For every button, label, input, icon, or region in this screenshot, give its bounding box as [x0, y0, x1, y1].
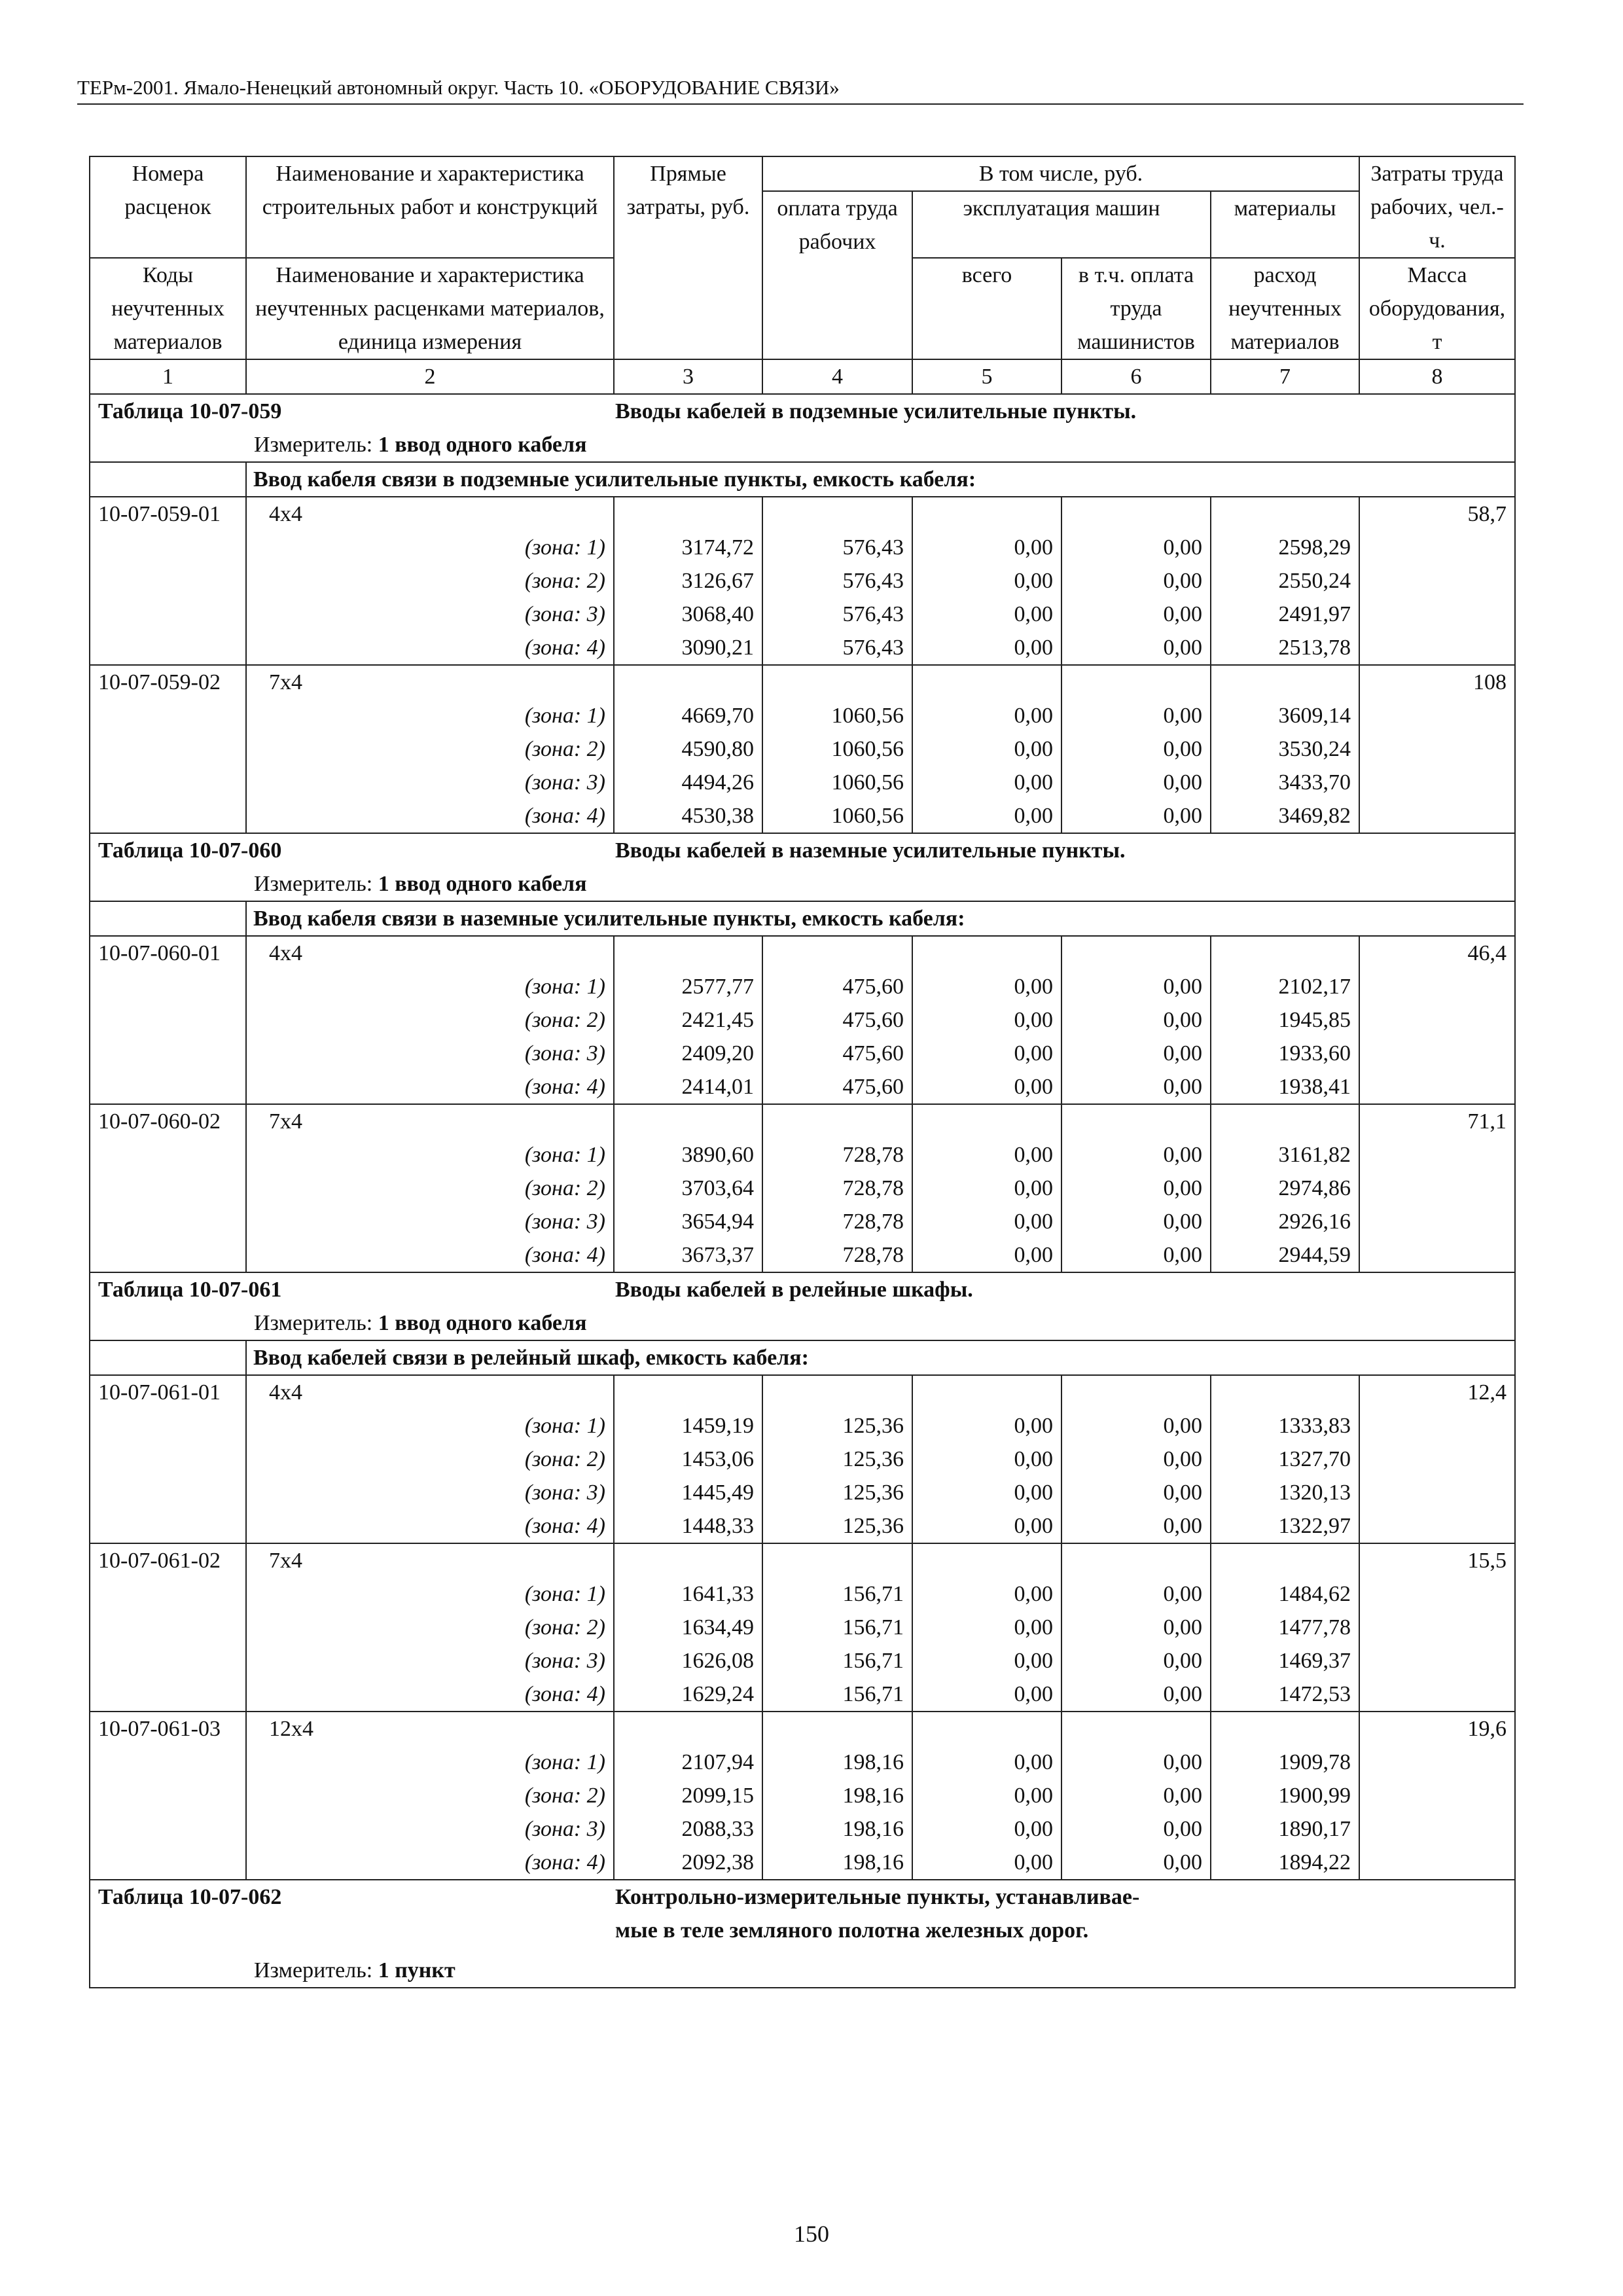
col-machinist-pay: в т.ч. оплата труда машинистов — [1061, 258, 1211, 359]
table-number: Таблица 10-07-062 — [98, 1885, 282, 1909]
zone-label: (зона: 2) — [246, 1172, 614, 1205]
direct-cost: 2409,20 — [614, 1037, 762, 1070]
meter-value: 1 пункт — [378, 1958, 455, 1982]
zone-label: (зона: 2) — [246, 564, 614, 598]
subheader-row — [90, 1340, 1515, 1375]
subheader-row — [90, 462, 1515, 497]
item-name: 7x4 — [246, 1543, 614, 1577]
col-direct-costs: Прямые затраты, руб. — [614, 156, 762, 359]
zone-row — [90, 1409, 1515, 1443]
labor-pay: 156,71 — [762, 1611, 912, 1644]
machinist-pay: 0,00 — [1061, 598, 1211, 631]
direct-cost: 3174,72 — [614, 531, 762, 564]
labor-pay: 198,16 — [762, 1846, 912, 1880]
machinist-pay: 0,00 — [1061, 1611, 1211, 1644]
col-material-codes: Коды неучтенных материалов — [90, 258, 246, 359]
labor-pay: 475,60 — [762, 1070, 912, 1104]
table-title: Вводы кабелей в релейные шкафы. — [615, 1278, 973, 1302]
zone-label: (зона: 1) — [246, 699, 614, 732]
zone-label: (зона: 2) — [246, 732, 614, 766]
zone-row — [90, 1443, 1515, 1476]
machines-total: 0,00 — [912, 1037, 1061, 1070]
table-row — [90, 936, 1515, 970]
zone-label: (зона: 3) — [246, 1205, 614, 1238]
table-row — [90, 497, 1515, 531]
labor-pay: 576,43 — [762, 531, 912, 564]
machines-total: 0,00 — [912, 1238, 1061, 1272]
zone-row — [90, 970, 1515, 1003]
table-title-row — [90, 1272, 1515, 1306]
zone-label: (зона: 3) — [246, 598, 614, 631]
column-numbers-row — [90, 359, 1515, 394]
materials-cost: 1320,13 — [1211, 1476, 1359, 1509]
zone-label: (зона: 1) — [246, 1409, 614, 1443]
materials-cost: 2102,17 — [1211, 970, 1359, 1003]
rate-code: 10-07-059-02 — [90, 665, 246, 699]
direct-cost: 1459,19 — [614, 1409, 762, 1443]
table-title-line: мые в теле земляного полотна железных дорог. — [615, 1918, 1089, 1943]
machinist-pay: 0,00 — [1061, 1238, 1211, 1272]
table-number: Таблица 10-07-059 — [98, 399, 282, 423]
zone-label: (зона: 2) — [246, 1443, 614, 1476]
zone-row — [90, 1644, 1515, 1677]
machines-total: 0,00 — [912, 598, 1061, 631]
item-name: 7x4 — [246, 1104, 614, 1138]
materials-cost: 2944,59 — [1211, 1238, 1359, 1272]
table-row — [90, 665, 1515, 699]
col-materials: материалы — [1211, 191, 1359, 258]
direct-cost: 1453,06 — [614, 1443, 762, 1476]
labor-pay: 728,78 — [762, 1172, 912, 1205]
machines-total: 0,00 — [912, 1846, 1061, 1880]
col-unaccounted-materials: расход неучтенных материалов — [1211, 258, 1359, 359]
materials-cost: 2598,29 — [1211, 531, 1359, 564]
labor-pay: 125,36 — [762, 1509, 912, 1543]
direct-cost: 3126,67 — [614, 564, 762, 598]
machines-total: 0,00 — [912, 1443, 1061, 1476]
direct-cost: 4494,26 — [614, 766, 762, 799]
meter-label: Измеритель: — [254, 872, 373, 896]
item-name: 4x4 — [246, 1375, 614, 1409]
labor-pay: 156,71 — [762, 1644, 912, 1677]
zone-row — [90, 1846, 1515, 1880]
direct-cost: 2421,45 — [614, 1003, 762, 1037]
labor-pay: 475,60 — [762, 970, 912, 1003]
col-material-names: Наименование и характеристика неучтенных расценками материалов, единица измерения — [246, 258, 614, 359]
materials-cost: 2513,78 — [1211, 631, 1359, 665]
materials-cost: 1938,41 — [1211, 1070, 1359, 1104]
page-number: 150 — [794, 2221, 829, 2247]
labor-pay: 156,71 — [762, 1677, 912, 1712]
machines-total: 0,00 — [912, 1070, 1061, 1104]
machinist-pay: 0,00 — [1061, 1070, 1211, 1104]
subheader: Ввод кабелей связи в релейный шкаф, емкость кабеля: — [246, 1340, 1515, 1375]
machines-total: 0,00 — [912, 699, 1061, 732]
zone-row — [90, 1037, 1515, 1070]
zone-label: (зона: 1) — [246, 531, 614, 564]
zone-row — [90, 1812, 1515, 1846]
zone-label: (зона: 4) — [246, 799, 614, 833]
zone-label: (зона: 1) — [246, 1138, 614, 1172]
materials-cost: 3530,24 — [1211, 732, 1359, 766]
col-num: 3 — [614, 359, 762, 394]
zone-row — [90, 699, 1515, 732]
rate-code: 10-07-061-03 — [90, 1712, 246, 1746]
machines-total: 0,00 — [912, 1677, 1061, 1712]
labor-cost: 108 — [1359, 665, 1515, 699]
zone-row — [90, 1205, 1515, 1238]
col-num: 4 — [762, 359, 912, 394]
zone-row — [90, 564, 1515, 598]
labor-pay: 1060,56 — [762, 766, 912, 799]
machinist-pay: 0,00 — [1061, 1172, 1211, 1205]
meter-label: Измеритель: — [254, 1311, 373, 1335]
zone-row — [90, 1476, 1515, 1509]
labor-pay: 198,16 — [762, 1812, 912, 1846]
direct-cost: 1626,08 — [614, 1644, 762, 1677]
direct-cost: 1641,33 — [614, 1577, 762, 1611]
zone-label: (зона: 3) — [246, 1644, 614, 1677]
direct-cost: 2092,38 — [614, 1846, 762, 1880]
direct-cost: 3654,94 — [614, 1205, 762, 1238]
materials-cost: 2550,24 — [1211, 564, 1359, 598]
col-rate-numbers: Номера расценок — [90, 156, 246, 258]
machines-total: 0,00 — [912, 1779, 1061, 1812]
zone-row — [90, 1070, 1515, 1104]
table-row — [90, 1543, 1515, 1577]
materials-cost: 1477,78 — [1211, 1611, 1359, 1644]
materials-cost: 1909,78 — [1211, 1746, 1359, 1779]
col-machines: эксплуатация машин — [912, 191, 1211, 258]
zone-label: (зона: 4) — [246, 1070, 614, 1104]
col-work-name: Наименование и характеристика строительных работ и конструкций — [246, 156, 614, 258]
zone-row — [90, 1677, 1515, 1712]
machinist-pay: 0,00 — [1061, 1779, 1211, 1812]
direct-cost: 3673,37 — [614, 1238, 762, 1272]
machines-total: 0,00 — [912, 1003, 1061, 1037]
materials-cost: 1890,17 — [1211, 1812, 1359, 1846]
machines-total: 0,00 — [912, 1172, 1061, 1205]
zone-label: (зона: 2) — [246, 1611, 614, 1644]
rate-code: 10-07-060-02 — [90, 1104, 246, 1138]
machinist-pay: 0,00 — [1061, 766, 1211, 799]
col-num: 1 — [90, 359, 246, 394]
zone-label: (зона: 4) — [246, 631, 614, 665]
machines-total: 0,00 — [912, 1409, 1061, 1443]
item-name: 12x4 — [246, 1712, 614, 1746]
zone-row — [90, 531, 1515, 564]
materials-cost: 2974,86 — [1211, 1172, 1359, 1205]
zone-label: (зона: 3) — [246, 1812, 614, 1846]
direct-cost: 2099,15 — [614, 1779, 762, 1812]
labor-pay: 1060,56 — [762, 699, 912, 732]
zone-row — [90, 598, 1515, 631]
col-labor-costs: Затраты труда рабочих, чел.-ч. — [1359, 156, 1515, 258]
materials-cost: 1484,62 — [1211, 1577, 1359, 1611]
materials-cost: 1322,97 — [1211, 1509, 1359, 1543]
machines-total: 0,00 — [912, 766, 1061, 799]
meter-row — [90, 1947, 1515, 1988]
machines-total: 0,00 — [912, 1812, 1061, 1846]
machines-total: 0,00 — [912, 1138, 1061, 1172]
labor-pay: 156,71 — [762, 1577, 912, 1611]
col-num: 6 — [1061, 359, 1211, 394]
zone-label: (зона: 1) — [246, 970, 614, 1003]
labor-pay: 198,16 — [762, 1746, 912, 1779]
col-machines-total: всего — [912, 258, 1061, 359]
subheader: Ввод кабеля связи в наземные усилительные пункты, емкость кабеля: — [246, 901, 1515, 936]
zone-label: (зона: 1) — [246, 1577, 614, 1611]
table-title: Вводы кабелей в подземные усилительные пункты. — [615, 399, 1137, 423]
direct-cost: 1448,33 — [614, 1509, 762, 1543]
labor-cost: 19,6 — [1359, 1712, 1515, 1746]
labor-pay: 728,78 — [762, 1238, 912, 1272]
materials-cost: 3161,82 — [1211, 1138, 1359, 1172]
table-title-line: Контрольно-измерительные пункты, устанавливае- — [615, 1885, 1140, 1909]
zone-row — [90, 766, 1515, 799]
machinist-pay: 0,00 — [1061, 531, 1211, 564]
zone-label: (зона: 4) — [246, 1238, 614, 1272]
labor-cost: 58,7 — [1359, 497, 1515, 531]
rate-code: 10-07-061-02 — [90, 1543, 246, 1577]
machinist-pay: 0,00 — [1061, 1677, 1211, 1712]
meter-value: 1 ввод одного кабеля — [378, 872, 587, 896]
machinist-pay: 0,00 — [1061, 970, 1211, 1003]
zone-label: (зона: 1) — [246, 1746, 614, 1779]
machinist-pay: 0,00 — [1061, 699, 1211, 732]
machines-total: 0,00 — [912, 1509, 1061, 1543]
zone-label: (зона: 4) — [246, 1846, 614, 1880]
direct-cost: 2107,94 — [614, 1746, 762, 1779]
machinist-pay: 0,00 — [1061, 1443, 1211, 1476]
zone-row — [90, 1003, 1515, 1037]
subheader: Ввод кабеля связи в подземные усилительные пункты, емкость кабеля: — [246, 462, 1515, 497]
col-num: 5 — [912, 359, 1061, 394]
machinist-pay: 0,00 — [1061, 799, 1211, 833]
materials-cost: 1469,37 — [1211, 1644, 1359, 1677]
machines-total: 0,00 — [912, 1577, 1061, 1611]
labor-pay: 728,78 — [762, 1205, 912, 1238]
direct-cost: 1634,49 — [614, 1611, 762, 1644]
machinist-pay: 0,00 — [1061, 1003, 1211, 1037]
zone-label: (зона: 2) — [246, 1779, 614, 1812]
zone-row — [90, 631, 1515, 665]
machines-total: 0,00 — [912, 564, 1061, 598]
table-row — [90, 1375, 1515, 1409]
direct-cost: 4669,70 — [614, 699, 762, 732]
col-labor-pay: оплата труда рабочих — [762, 191, 912, 359]
direct-cost: 1629,24 — [614, 1677, 762, 1712]
zone-row — [90, 1779, 1515, 1812]
labor-pay: 125,36 — [762, 1476, 912, 1509]
machines-total: 0,00 — [912, 1611, 1061, 1644]
machinist-pay: 0,00 — [1061, 1205, 1211, 1238]
zone-row — [90, 1238, 1515, 1272]
labor-cost: 15,5 — [1359, 1543, 1515, 1577]
machinist-pay: 0,00 — [1061, 1746, 1211, 1779]
machines-total: 0,00 — [912, 631, 1061, 665]
labor-pay: 576,43 — [762, 564, 912, 598]
machines-total: 0,00 — [912, 970, 1061, 1003]
direct-cost: 3890,60 — [614, 1138, 762, 1172]
direct-cost: 3090,21 — [614, 631, 762, 665]
table-title: Вводы кабелей в наземные усилительные пункты. — [615, 838, 1126, 863]
labor-pay: 576,43 — [762, 598, 912, 631]
labor-pay: 1060,56 — [762, 799, 912, 833]
labor-cost: 12,4 — [1359, 1375, 1515, 1409]
labor-cost: 71,1 — [1359, 1104, 1515, 1138]
labor-cost: 46,4 — [1359, 936, 1515, 970]
labor-pay: 125,36 — [762, 1409, 912, 1443]
materials-cost: 1945,85 — [1211, 1003, 1359, 1037]
header-row-1 — [90, 156, 1515, 191]
labor-pay: 576,43 — [762, 631, 912, 665]
zone-row — [90, 1577, 1515, 1611]
page-header: ТЕРм-2001. Ямало-Ненецкий автономный округ. Часть 10. «ОБОРУДОВАНИЕ СВЯЗИ» — [77, 76, 1524, 105]
machinist-pay: 0,00 — [1061, 1577, 1211, 1611]
machinist-pay: 0,00 — [1061, 631, 1211, 665]
machinist-pay: 0,00 — [1061, 1037, 1211, 1070]
machines-total: 0,00 — [912, 1476, 1061, 1509]
meter-row — [90, 428, 1515, 462]
col-num: 8 — [1359, 359, 1515, 394]
zone-label: (зона: 4) — [246, 1677, 614, 1712]
materials-cost: 1894,22 — [1211, 1846, 1359, 1880]
labor-pay: 198,16 — [762, 1779, 912, 1812]
machinist-pay: 0,00 — [1061, 1476, 1211, 1509]
machines-total: 0,00 — [912, 1205, 1061, 1238]
materials-cost: 1333,83 — [1211, 1409, 1359, 1443]
zone-row — [90, 1611, 1515, 1644]
machinist-pay: 0,00 — [1061, 564, 1211, 598]
zone-row — [90, 1746, 1515, 1779]
machinist-pay: 0,00 — [1061, 1846, 1211, 1880]
meter-label: Измеритель: — [254, 1958, 373, 1982]
materials-cost: 1933,60 — [1211, 1037, 1359, 1070]
machinist-pay: 0,00 — [1061, 1409, 1211, 1443]
materials-cost: 1472,53 — [1211, 1677, 1359, 1712]
item-name: 7x4 — [246, 665, 614, 699]
machinist-pay: 0,00 — [1061, 1812, 1211, 1846]
labor-pay: 125,36 — [762, 1443, 912, 1476]
meter-label: Измеритель: — [254, 433, 373, 457]
materials-cost: 3609,14 — [1211, 699, 1359, 732]
direct-cost: 3068,40 — [614, 598, 762, 631]
table-row — [90, 1712, 1515, 1746]
direct-cost: 1445,49 — [614, 1476, 762, 1509]
meter-row — [90, 1306, 1515, 1340]
zone-label: (зона: 3) — [246, 1037, 614, 1070]
labor-pay: 728,78 — [762, 1138, 912, 1172]
labor-pay: 475,60 — [762, 1003, 912, 1037]
machinist-pay: 0,00 — [1061, 1138, 1211, 1172]
rate-code: 10-07-059-01 — [90, 497, 246, 531]
materials-cost: 1900,99 — [1211, 1779, 1359, 1812]
materials-cost: 1327,70 — [1211, 1443, 1359, 1476]
direct-cost: 4530,38 — [614, 799, 762, 833]
machinist-pay: 0,00 — [1061, 1644, 1211, 1677]
table-title-row — [90, 394, 1515, 428]
direct-cost: 2414,01 — [614, 1070, 762, 1104]
materials-cost: 3433,70 — [1211, 766, 1359, 799]
machinist-pay: 0,00 — [1061, 732, 1211, 766]
direct-cost: 2088,33 — [614, 1812, 762, 1846]
table-title-row — [90, 833, 1515, 867]
item-name: 4x4 — [246, 936, 614, 970]
labor-pay: 1060,56 — [762, 732, 912, 766]
machines-total: 0,00 — [912, 1746, 1061, 1779]
subheader-row — [90, 901, 1515, 936]
zone-label: (зона: 3) — [246, 1476, 614, 1509]
rate-code: 10-07-061-01 — [90, 1375, 246, 1409]
table-number: Таблица 10-07-060 — [98, 838, 282, 863]
machinist-pay: 0,00 — [1061, 1509, 1211, 1543]
zone-row — [90, 732, 1515, 766]
item-name: 4x4 — [246, 497, 614, 531]
zone-label: (зона: 2) — [246, 1003, 614, 1037]
machines-total: 0,00 — [912, 799, 1061, 833]
table-row — [90, 1104, 1515, 1138]
machines-total: 0,00 — [912, 732, 1061, 766]
table-number: Таблица 10-07-061 — [98, 1278, 282, 1302]
labor-pay: 475,60 — [762, 1037, 912, 1070]
machines-total: 0,00 — [912, 1644, 1061, 1677]
table-title-row — [90, 1880, 1515, 1947]
zone-row — [90, 799, 1515, 833]
col-num: 7 — [1211, 359, 1359, 394]
zone-label: (зона: 4) — [246, 1509, 614, 1543]
direct-cost: 4590,80 — [614, 732, 762, 766]
materials-cost: 2926,16 — [1211, 1205, 1359, 1238]
meter-row — [90, 867, 1515, 901]
zone-row — [90, 1509, 1515, 1543]
machines-total: 0,00 — [912, 531, 1061, 564]
col-num: 2 — [246, 359, 614, 394]
materials-cost: 2491,97 — [1211, 598, 1359, 631]
rates-body — [90, 394, 1515, 1988]
direct-cost: 2577,77 — [614, 970, 762, 1003]
col-including: В том числе, руб. — [762, 156, 1359, 191]
meter-value: 1 ввод одного кабеля — [378, 433, 587, 457]
zone-label: (зона: 3) — [246, 766, 614, 799]
col-equipment-mass: Масса оборудования, т — [1359, 258, 1515, 359]
materials-cost: 3469,82 — [1211, 799, 1359, 833]
direct-cost: 3703,64 — [614, 1172, 762, 1205]
rate-code: 10-07-060-01 — [90, 936, 246, 970]
meter-value: 1 ввод одного кабеля — [378, 1311, 587, 1335]
zone-row — [90, 1138, 1515, 1172]
rates-table — [89, 156, 1516, 1988]
zone-row — [90, 1172, 1515, 1205]
